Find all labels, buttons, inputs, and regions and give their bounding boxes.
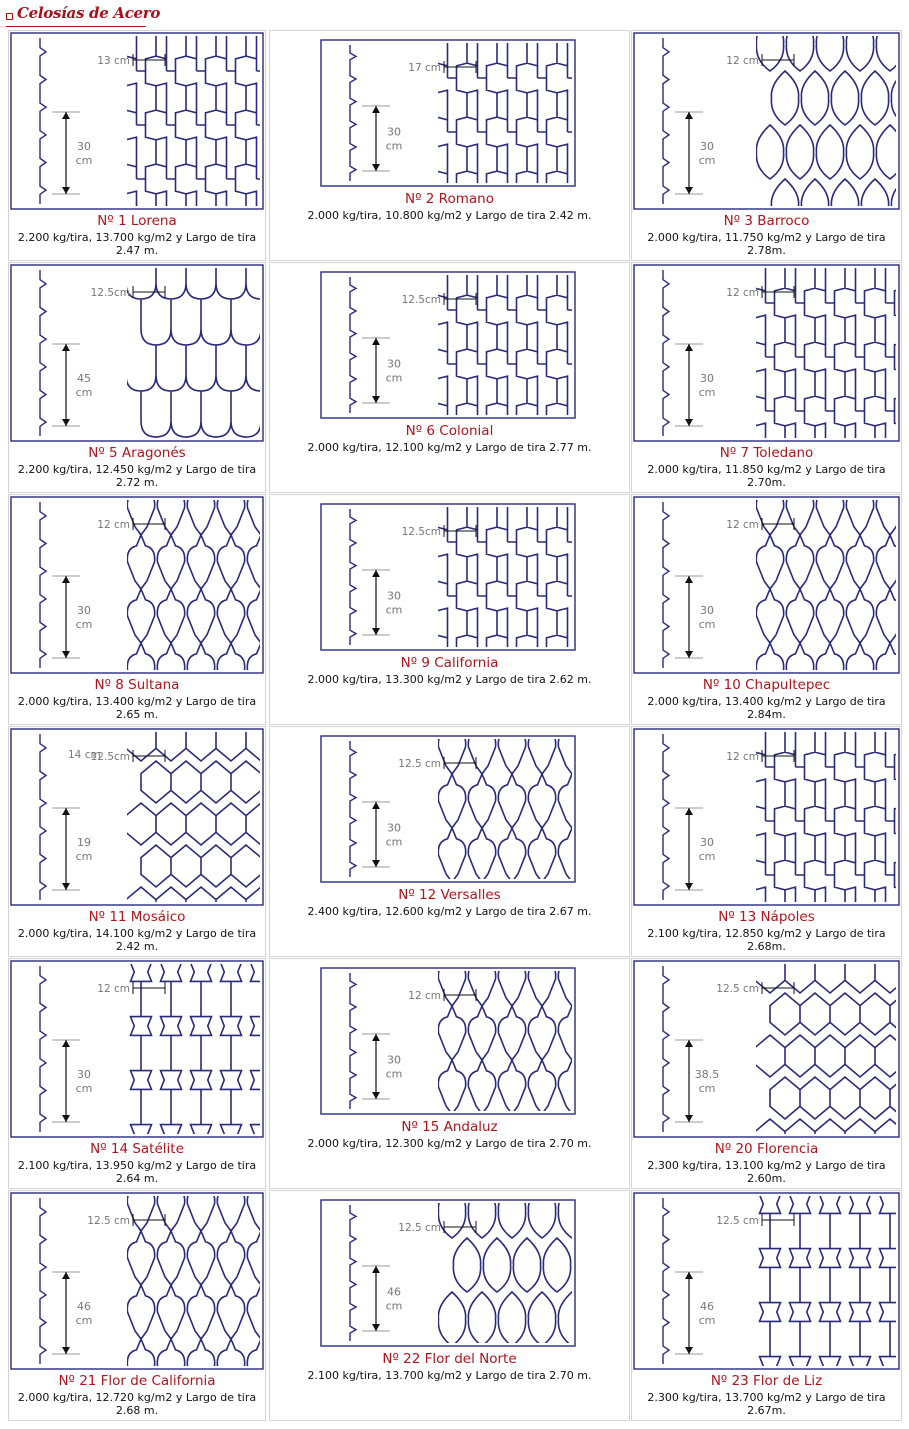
product-name: Nº 2 Romano [405,191,494,207]
height-dimension-label: 30 cm [698,836,716,863]
width-dimension-label: 12.5cm [90,751,130,763]
frame-profile [350,973,356,1109]
frame-profile [663,966,669,1132]
lattice-drawing [10,32,264,210]
product-name: Nº 21 Flor de California [58,1373,216,1389]
lattice-pattern [755,728,900,906]
lattice-pattern [760,1192,901,1370]
lattice-pattern [127,496,264,674]
product-name: Nº 11 Mosáico [88,909,186,925]
lattice-pattern [438,735,576,883]
height-dimension-label: 30 cm [385,589,403,617]
drawing-frame [321,968,575,1114]
lattice-drawing [633,960,900,1138]
frame-profile [663,1198,669,1364]
lattice-drawing [633,1192,900,1370]
lattice-drawing [320,503,576,651]
product-name: Nº 1 Lorena [97,213,177,229]
width-dimension-label: 12.5 cm [716,983,759,995]
frame-profile [350,45,356,181]
frame-profile [350,741,356,877]
width-dimension-label: 12.5cm [401,526,441,538]
product-card [631,958,902,1189]
height-dimension-label: 30 cm [75,604,93,631]
product-name: Nº 8 Sultana [94,677,180,693]
product-name: Nº 10 Chapultepec [702,677,831,693]
width-dimension-label: 17 cm [408,62,441,74]
product-card [631,262,902,493]
frame-profile [40,38,46,204]
lattice-pattern [437,39,576,187]
product-card [269,494,630,725]
product-name: Nº 12 Versalles [398,887,501,903]
lattice-drawing [320,735,576,883]
frame-profile [350,1205,356,1341]
product-spec: 2.000 kg/tira, 11.850 kg/m2 y Largo de tira 2.70m. [647,463,886,489]
product-spec: 2.000 kg/tira, 11.750 kg/m2 y Largo de tira 2.78m. [647,231,886,257]
product-name: Nº 3 Barroco [723,213,810,229]
lattice-drawing [320,271,576,419]
lattice-pattern [131,960,265,1138]
square-bullet-icon [6,13,13,20]
lattice-pattern [756,32,900,210]
frame-profile [663,734,669,900]
height-dimension-label: 30 cm [698,372,716,399]
lattice-drawing [633,32,900,210]
height-dimension-label: 45 cm [75,372,93,399]
section-header [6,4,161,27]
product-card [8,958,266,1189]
lattice-drawing [320,967,576,1115]
lattice-pattern [756,496,900,674]
width-dimension-label: 12 cm [408,990,441,1002]
height-dimension-label: 30 cm [75,1068,93,1095]
width-dimension-label: 12.5cm [401,294,441,306]
product-card [631,494,902,725]
drawing-frame [634,33,899,209]
height-dimension-label: 30 cm [698,140,716,167]
drawing-frame [11,961,263,1137]
frame-profile [663,38,669,204]
product-spec: 2.200 kg/tira, 12.450 kg/m2 y Largo de tira 2.72 m. [17,463,257,489]
width-dimension-label: 12.5 cm [398,1222,441,1234]
width-dimension-label: 12 cm [97,983,130,995]
product-card [269,262,630,493]
product-name: Nº 15 Andaluz [401,1119,498,1135]
product-spec: 2.300 kg/tira, 13.100 kg/m2 y Largo de tira 2.60m. [647,1159,886,1185]
lattice-pattern [126,264,264,442]
lattice-pattern [437,503,576,651]
product-spec: 2.300 kg/tira, 13.700 kg/m2 y Largo de tira 2.67m. [647,1391,886,1417]
lattice-drawing [320,39,576,187]
height-dimension-label: 46 cm [385,1285,403,1313]
product-name: Nº 9 California [400,655,499,671]
width-dimension-label: 12 cm [726,287,759,299]
lattice-drawing [10,1192,264,1370]
product-spec: 2.000 kg/tira, 14.100 kg/m2 y Largo de tira 2.42 m. [17,927,257,953]
height-dimension-label: 30 cm [385,1053,403,1081]
product-card [8,262,266,493]
product-card [8,30,266,261]
product-spec: 2.000 kg/tira, 10.800 kg/m2 y Largo de tira 2.42 m. [307,209,592,222]
product-spec: 2.100 kg/tira, 13.700 kg/m2 y Largo de tira 2.70 m. [307,1369,592,1382]
product-spec: 2.000 kg/tira, 13.400 kg/m2 y Largo de tira 2.65 m. [17,695,257,721]
frame-profile [350,509,356,645]
width-dimension-label: 12.5 cm [716,1215,759,1227]
frame-profile [40,270,46,436]
lattice-drawing [10,728,264,906]
lattice-pattern [755,960,900,1138]
product-name: Nº 23 Flor de Liz [710,1373,823,1389]
product-spec: 2.000 kg/tira, 12.100 kg/m2 y Largo de tira 2.77 m. [307,441,592,454]
product-card [269,30,630,261]
product-spec: 2.100 kg/tira, 13.950 kg/m2 y Largo de tira 2.64 m. [17,1159,257,1185]
lattice-drawing [633,496,900,674]
lattice-drawing [320,1199,576,1347]
product-card [631,726,902,957]
product-name: Nº 20 Florencia [714,1141,819,1157]
lattice-pattern [438,967,576,1115]
lattice-drawing [10,960,264,1138]
lattice-pattern [127,1192,264,1370]
product-spec: 2.000 kg/tira, 12.720 kg/m2 y Largo de tira 2.68 m. [17,1391,257,1417]
width-dimension-label: 12.5cm [90,287,130,299]
height-dimension-label: 46 cm [698,1300,716,1327]
height-dimension-label: 30 cm [385,357,403,385]
product-spec: 2.000 kg/tira, 13.400 kg/m2 y Largo de tira 2.84m. [647,695,886,721]
product-name: Nº 13 Nápoles [718,909,815,925]
product-card [269,726,630,957]
lattice-drawing [10,496,264,674]
height-dimension-label: 30 cm [385,125,403,153]
product-name: Nº 14 Satélite [90,1141,184,1157]
drawing-frame [321,736,575,882]
lattice-pattern [755,264,900,442]
width-dimension-label: 12.5 cm [398,758,441,770]
frame-profile [350,277,356,413]
product-spec: 2.100 kg/tira, 12.850 kg/m2 y Largo de tira 2.68m. [647,927,886,953]
width-dimension-label: 13 cm [97,55,130,67]
width-dimension-label: 12 cm [97,519,130,531]
height-dimension-label: 30 cm [698,604,716,631]
product-name: Nº 6 Colonial [405,423,494,439]
frame-profile [663,270,669,436]
drawing-frame [321,1200,575,1346]
lattice-pattern [437,271,576,419]
product-card [269,1190,630,1421]
lattice-drawing [633,728,900,906]
product-spec: 2.000 kg/tira, 13.300 kg/m2 y Largo de tira 2.62 m. [307,673,592,686]
frame-profile [40,966,46,1132]
width-dimension-label: 12 cm [726,519,759,531]
drawing-frame [634,729,899,905]
height-dimension-label: 19 cm [75,836,93,863]
width-dimension-label: 12 cm [726,55,759,67]
frame-profile [40,1198,46,1364]
height-dimension-label: 30 cm [75,140,93,167]
product-card [631,1190,902,1421]
drawing-frame [634,961,899,1137]
lattice-pattern [438,1199,576,1347]
product-spec: 2.000 kg/tira, 12.300 kg/m2 y Largo de tira 2.70 m. [307,1137,592,1150]
lattice-pattern [126,728,264,906]
product-spec: 2.200 kg/tira, 13.700 kg/m2 y Largo de tira 2.47 m. [17,231,257,257]
product-card [631,30,902,261]
lattice-drawing [10,264,264,442]
drawing-frame [11,1193,263,1369]
product-spec: 2.400 kg/tira, 12.600 kg/m2 y Largo de tira 2.67 m. [307,905,592,918]
product-name: Nº 5 Aragonés [88,445,186,461]
drawing-frame [11,497,263,673]
spacing-dimension-label: 14 cm [68,749,101,761]
drawing-frame [634,265,899,441]
width-dimension-label: 12 cm [726,751,759,763]
drawing-frame [11,265,263,441]
product-card [8,1190,266,1421]
product-name: Nº 7 Toledano [719,445,814,461]
product-card [8,494,266,725]
frame-profile [40,734,46,900]
frame-profile [40,502,46,668]
lattice-pattern [126,32,264,210]
product-card [8,726,266,957]
width-dimension-label: 12.5 cm [87,1215,130,1227]
height-dimension-label: 30 cm [385,821,403,849]
height-dimension-label: 38.5 cm [694,1068,720,1095]
section-title: Celosías de Acero [17,4,161,22]
product-name: Nº 22 Flor del Norte [382,1351,517,1367]
product-card [269,958,630,1189]
height-dimension-label: 46 cm [75,1300,93,1327]
lattice-drawing [633,264,900,442]
frame-profile [663,502,669,668]
